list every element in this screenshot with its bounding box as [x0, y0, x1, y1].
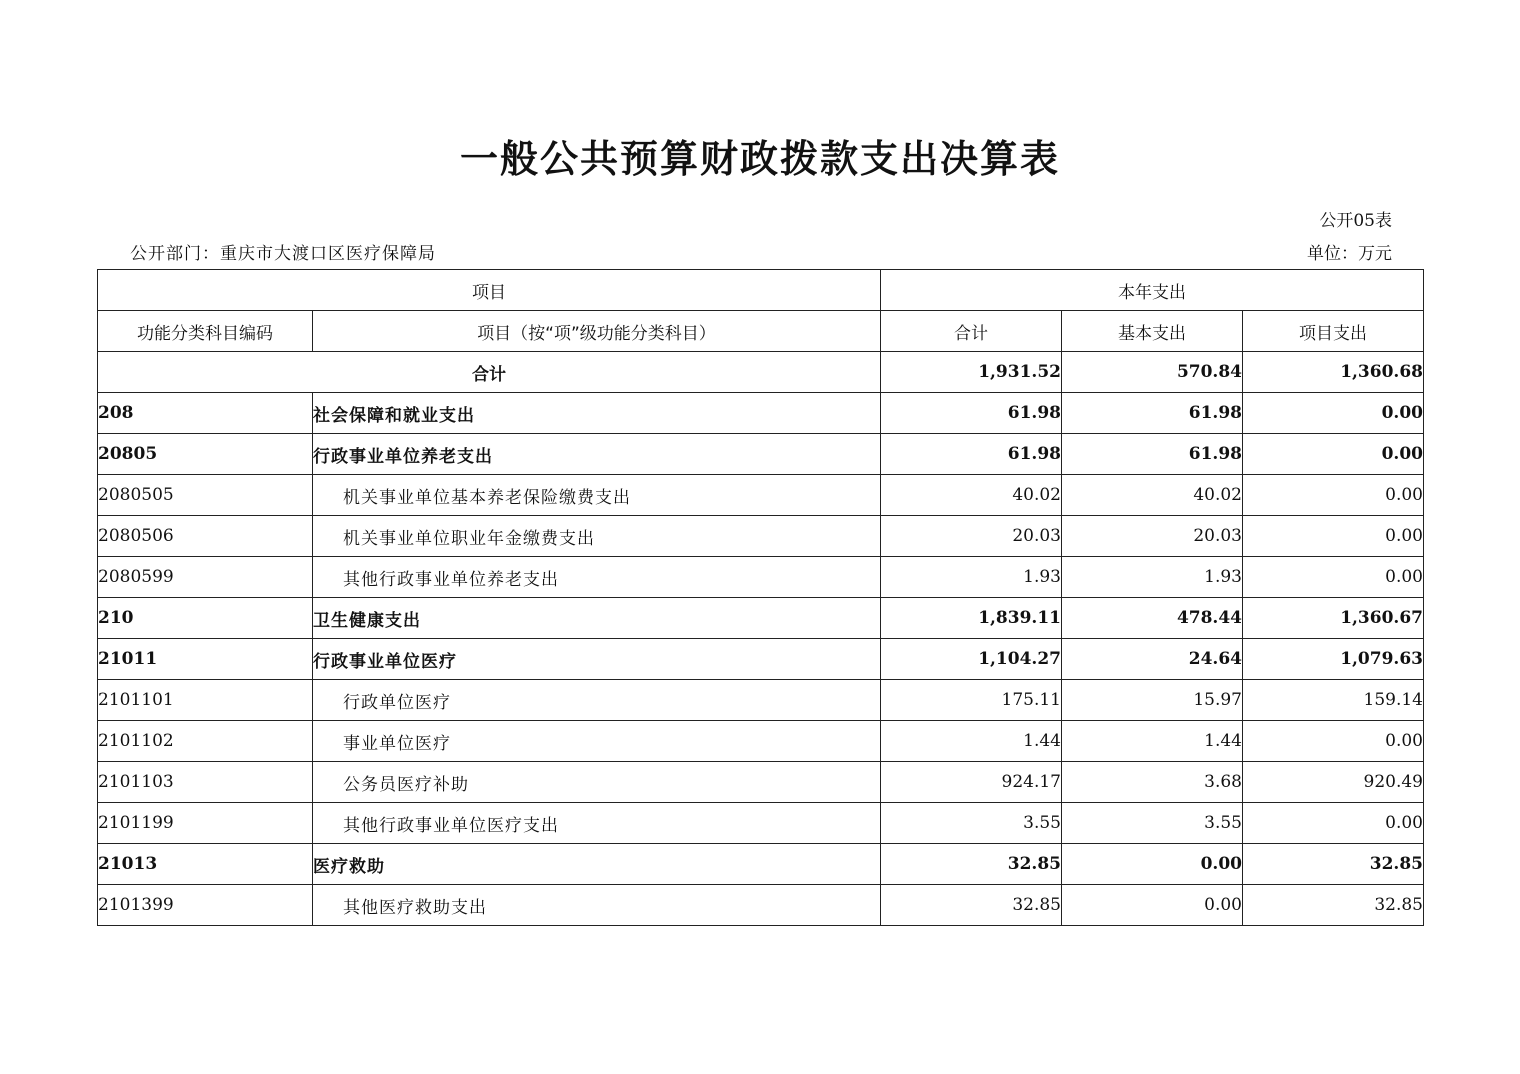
row-project: 0.00	[1243, 557, 1424, 598]
table-row	[98, 885, 1424, 926]
form-number: 公开05表	[1319, 211, 1392, 231]
row-project: 0.00	[1243, 393, 1424, 434]
row-total: 1.44	[881, 721, 1062, 762]
row-total: 32.85	[881, 844, 1062, 885]
header-current-year: 本年支出	[881, 270, 1424, 311]
row-code: 2101102	[98, 721, 313, 762]
row-code: 2101199	[98, 803, 313, 844]
row-project: 0.00	[1243, 434, 1424, 475]
row-name: 机关事业单位基本养老保险缴费支出	[313, 475, 881, 516]
row-project: 0.00	[1243, 803, 1424, 844]
row-project: 0.00	[1243, 475, 1424, 516]
row-code: 2101103	[98, 762, 313, 803]
row-name: 其他医疗救助支出	[313, 885, 881, 926]
row-basic: 24.64	[1062, 639, 1243, 680]
table-row	[98, 475, 1424, 516]
row-name: 机关事业单位职业年金缴费支出	[313, 516, 881, 557]
row-basic: 40.02	[1062, 475, 1243, 516]
row-basic: 0.00	[1062, 885, 1243, 926]
row-code: 2101101	[98, 680, 313, 721]
row-project: 159.14	[1243, 680, 1424, 721]
row-project: 1,360.67	[1243, 598, 1424, 639]
table-row	[98, 721, 1424, 762]
row-code: 208	[98, 393, 313, 434]
row-total: 61.98	[881, 393, 1062, 434]
row-project: 32.85	[1243, 844, 1424, 885]
row-basic: 3.55	[1062, 803, 1243, 844]
row-project: 1,079.63	[1243, 639, 1424, 680]
unit-label: 单位：万元	[1307, 244, 1392, 264]
row-name: 行政单位医疗	[313, 680, 881, 721]
row-name: 卫生健康支出	[313, 598, 881, 639]
row-total: 20.03	[881, 516, 1062, 557]
row-code: 2080505	[98, 475, 313, 516]
row-code: 21011	[98, 639, 313, 680]
row-total: 61.98	[881, 434, 1062, 475]
budget-table	[97, 269, 1424, 926]
table-row	[98, 844, 1424, 885]
table-row	[98, 516, 1424, 557]
row-total: 175.11	[881, 680, 1062, 721]
row-basic: 3.68	[1062, 762, 1243, 803]
row-project: 920.49	[1243, 762, 1424, 803]
row-project: 0.00	[1243, 516, 1424, 557]
row-name: 其他行政事业单位养老支出	[313, 557, 881, 598]
header-project-expense: 项目支出	[1243, 311, 1424, 352]
row-basic: 478.44	[1062, 598, 1243, 639]
row-total: 924.17	[881, 762, 1062, 803]
row-total: 1,104.27	[881, 639, 1062, 680]
table-row	[98, 803, 1424, 844]
row-code: 21013	[98, 844, 313, 885]
row-name: 社会保障和就业支出	[313, 393, 881, 434]
row-code: 2080506	[98, 516, 313, 557]
row-name: 医疗救助	[313, 844, 881, 885]
row-name: 事业单位医疗	[313, 721, 881, 762]
row-basic: 15.97	[1062, 680, 1243, 721]
row-total: 40.02	[881, 475, 1062, 516]
row-name: 其他行政事业单位医疗支出	[313, 803, 881, 844]
total-project: 1,360.68	[1243, 352, 1424, 393]
row-name: 公务员医疗补助	[313, 762, 881, 803]
row-code: 2101399	[98, 885, 313, 926]
row-code: 210	[98, 598, 313, 639]
row-code: 20805	[98, 434, 313, 475]
row-basic: 0.00	[1062, 844, 1243, 885]
table-row	[98, 639, 1424, 680]
page-title: 一般公共预算财政拨款支出决算表	[459, 137, 1060, 181]
row-name: 行政事业单位医疗	[313, 639, 881, 680]
row-basic: 1.44	[1062, 721, 1243, 762]
header-basic: 基本支出	[1062, 311, 1243, 352]
row-basic: 61.98	[1062, 434, 1243, 475]
table-row	[98, 598, 1424, 639]
row-project: 0.00	[1243, 721, 1424, 762]
header-total: 合计	[881, 311, 1062, 352]
row-basic: 20.03	[1062, 516, 1243, 557]
table-row	[98, 557, 1424, 598]
row-code: 2080599	[98, 557, 313, 598]
total-basic: 570.84	[1062, 352, 1243, 393]
table-row	[98, 680, 1424, 721]
header-project: 项目	[98, 270, 881, 311]
header-code: 功能分类科目编码	[98, 311, 313, 352]
row-total: 3.55	[881, 803, 1062, 844]
row-basic: 1.93	[1062, 557, 1243, 598]
department-label: 公开部门：重庆市大渡口区医疗保障局	[130, 244, 436, 264]
row-total: 1.93	[881, 557, 1062, 598]
row-project: 32.85	[1243, 885, 1424, 926]
row-name: 行政事业单位养老支出	[313, 434, 881, 475]
header-row-group	[98, 270, 1424, 311]
table-row	[98, 762, 1424, 803]
table-row	[98, 434, 1424, 475]
row-total: 1,839.11	[881, 598, 1062, 639]
header-row-columns	[98, 311, 1424, 352]
total-sum: 1,931.52	[881, 352, 1062, 393]
total-row	[98, 352, 1424, 393]
row-basic: 61.98	[1062, 393, 1243, 434]
table-row	[98, 393, 1424, 434]
header-name: 项目（按“项”级功能分类科目）	[313, 311, 881, 352]
total-label: 合计	[98, 352, 881, 393]
row-total: 32.85	[881, 885, 1062, 926]
